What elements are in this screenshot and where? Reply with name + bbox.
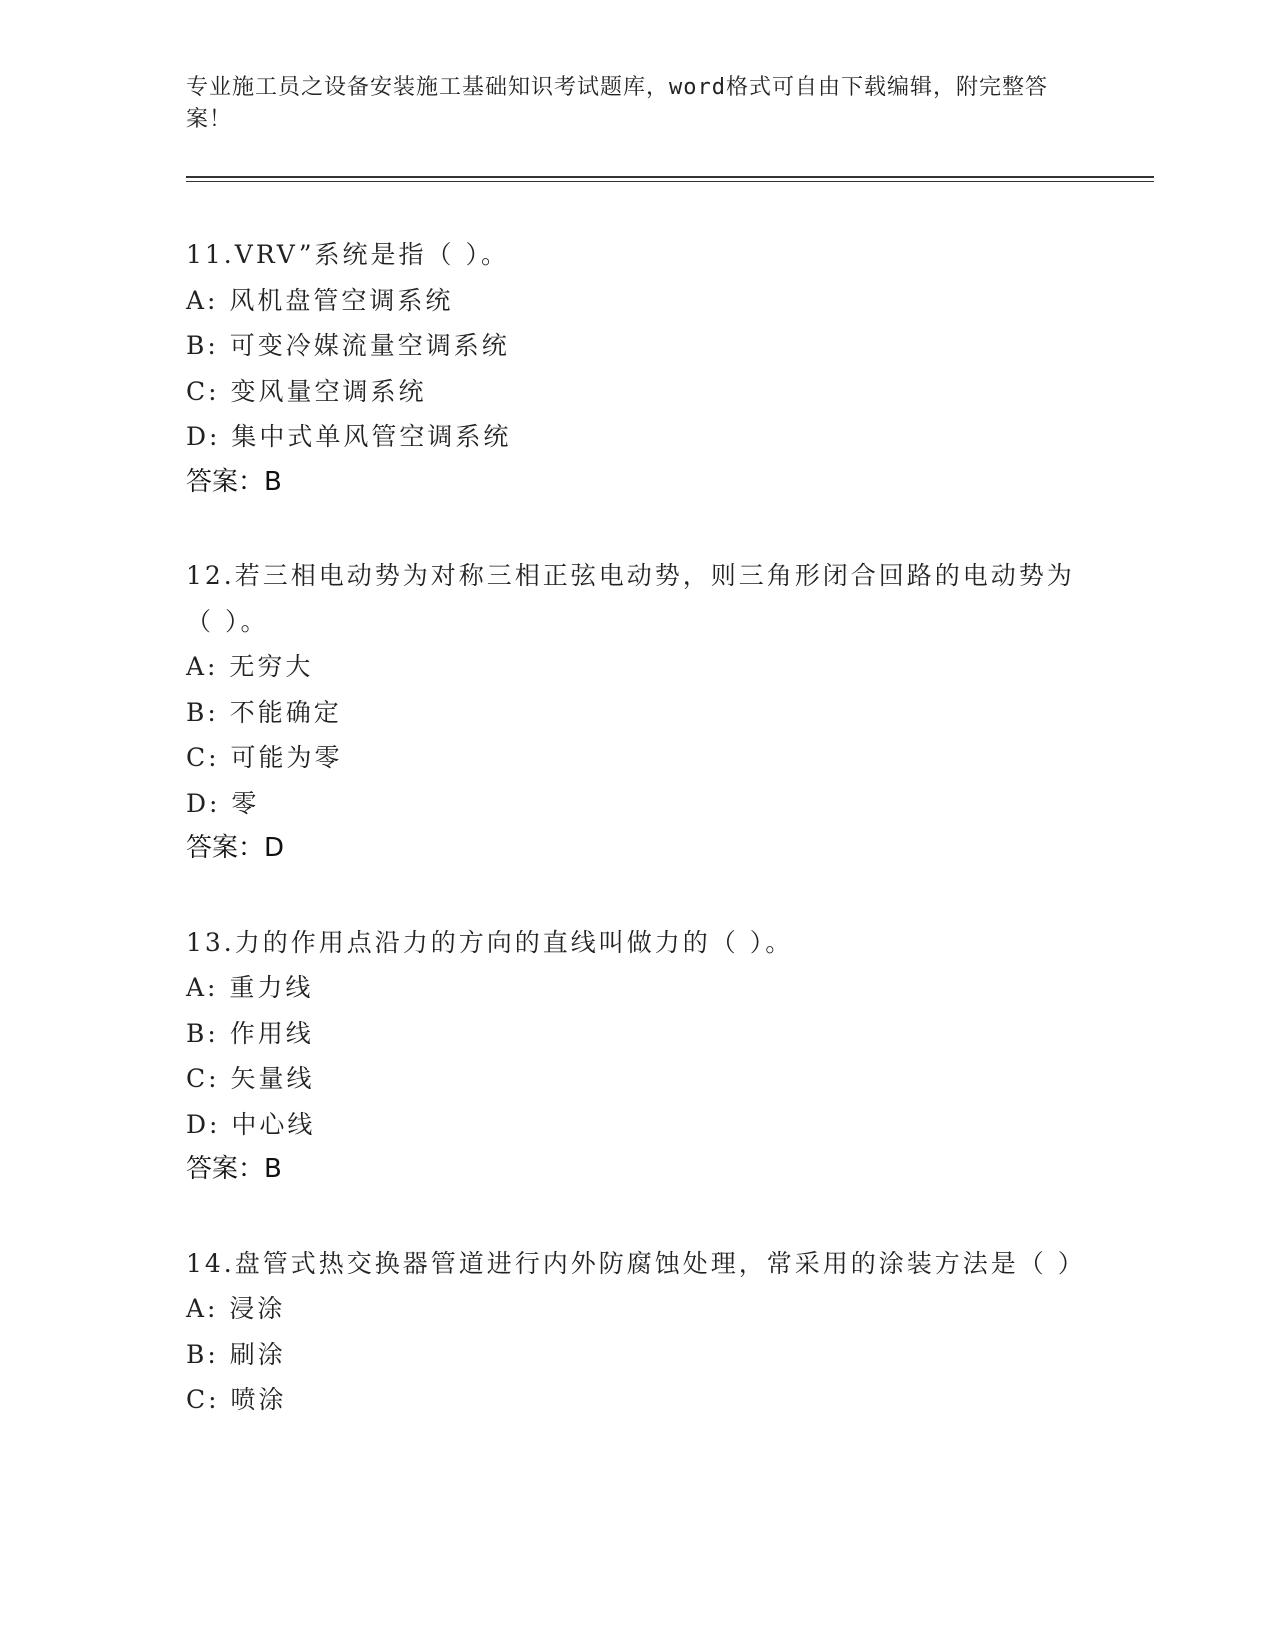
option-c: C: 矢量线 [186,1064,315,1093]
option-c: C: 变风量空调系统 [186,376,427,406]
option-b: B: 刷涂 [186,1339,286,1369]
question-14 [186,1241,1086,1423]
option-a: A: 无穷大 [186,652,314,681]
option-d: D: 中心线 [186,1109,316,1139]
question-text: 12.若三相电动势为对称三相正弦电动势，则三角形闭合回路的电动势为（ ）。 [186,561,1075,636]
question-11 [186,232,1086,505]
question-12 [186,553,1086,872]
header-divider-thin [186,181,1154,182]
answer: 答案：D [186,833,285,863]
header-divider [186,176,1154,178]
option-b: B: 作用线 [186,1018,314,1048]
answer: 答案：B [186,466,282,497]
question-text: 13.力的作用点沿力的方向的直线叫做力的（ ）。 [186,927,794,957]
option-d: D: 集中式单风管空调系统 [186,422,512,451]
answer: 答案：B [186,1154,282,1184]
option-a: A: 重力线 [186,973,314,1002]
option-a: A: 风机盘管空调系统 [186,285,454,315]
question-text: 14.盘管式热交换器管道进行内外防腐蚀处理，常采用的涂装方法是（ ） [186,1248,1086,1278]
option-c: C: 可能为零 [186,743,343,772]
question-13 [186,920,1086,1193]
option-b: B: 不能确定 [186,697,342,727]
option-a: A: 浸涂 [186,1294,286,1323]
option-d: D: 零 [186,788,260,818]
question-list [186,232,1086,1471]
question-text: 11.VRV”系统是指（ ）。 [186,240,509,269]
option-c: C: 喷涂 [186,1385,287,1414]
option-b: B: 可变冷媒流量空调系统 [186,331,510,360]
document-header: 专业施工员之设备安装施工基础知识考试题库，word格式可自由下载编辑，附完整答案！ [186,75,1048,132]
